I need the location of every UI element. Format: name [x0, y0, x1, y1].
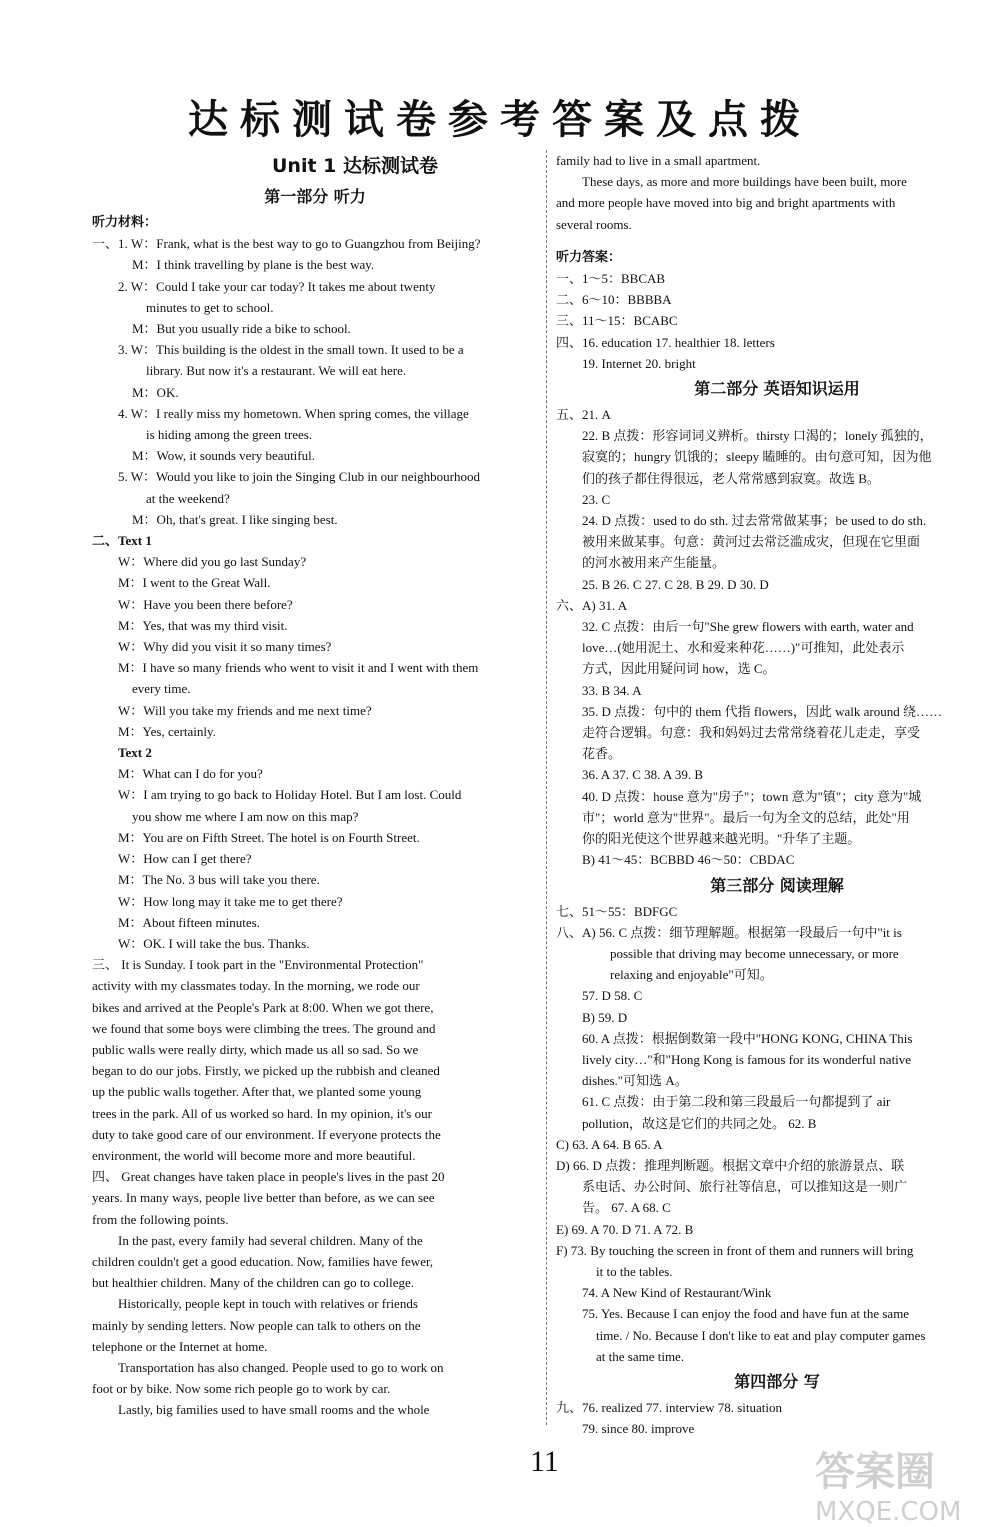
page-number: 11	[530, 1445, 559, 1478]
text-line: 一、1. W：Frank, what is the best way to go to Guangzhou from Beijing?	[92, 236, 481, 252]
text-line: 寂寞的；hungry 饥饿的；sleepy 瞌睡的。由句意可知，因为他	[582, 449, 932, 465]
text-line: children couldn't get a good education. Now, families have fewer,	[92, 1253, 434, 1269]
section-heading: 第二部分 英语知识运用	[694, 379, 860, 399]
text-line: 57. D 58. C	[582, 988, 643, 1004]
text-line: and more people have moved into big and bright apartments with	[556, 195, 896, 211]
text-line: M：But you usually ride a bike to school.	[132, 321, 351, 337]
text-line: years. In many ways, people live better than before, as we can see	[92, 1190, 435, 1206]
text-line: 61. C 点拨：由于第二段和第三段最后一句都提到了 air	[582, 1094, 891, 1110]
text-line: relaxing and enjoyable"可知。	[610, 967, 773, 983]
text-line: at the weekend?	[146, 490, 230, 506]
text-line: telephone or the Internet at home.	[92, 1338, 268, 1354]
text-line: M：Yes, certainly.	[118, 723, 216, 739]
text-line: W：How can I get there?	[118, 851, 252, 867]
text-line: 花香。	[582, 746, 622, 762]
text-line: M：About fifteen minutes.	[118, 914, 260, 930]
text-line: Text 2	[118, 745, 152, 761]
text-line: 四、16. education 17. healthier 18. letters	[556, 334, 775, 350]
text-line: 4. W：I really miss my hometown. When spring comes, the village	[118, 405, 469, 421]
text-line: 九、76. realized 77. interview 78. situation	[556, 1399, 783, 1415]
text-line: 系电话、办公时间、旅行社等信息，可以推知这是一则广	[582, 1179, 908, 1195]
text-line: M：Yes, that was my third visit.	[118, 617, 288, 633]
text-line: W：Why did you visit it so many times?	[118, 639, 332, 655]
text-line: duty to take good care of our environment. If everyone protects the	[92, 1126, 441, 1142]
text-line: 23. C	[582, 491, 611, 507]
section-heading: 第一部分 听力	[264, 187, 366, 206]
text-line: 35. D 点拨：句中的 them 代指 flowers，因此 walk around 绕……	[582, 703, 942, 719]
text-line: B) 41～45：BCBBD 46～50：CBDAC	[582, 852, 795, 868]
subheading: 听力材料：	[92, 215, 158, 230]
text-line: E) 69. A 70. D 71. A 72. B	[556, 1221, 694, 1237]
text-line: 你的阳光使这个世界越来越光明。"升华了主题。	[582, 831, 861, 847]
text-line: 2. W：Could I take your car today? It takes me about twenty	[118, 278, 436, 294]
text-line: 25. B 26. C 27. C 28. B 29. D 30. D	[582, 576, 769, 592]
text-line: Transportation has also changed. People used to go to work on	[118, 1359, 444, 1375]
text-line: 被用来做某事。句意：黄河过去常泛滥成灾，但现在它里面	[582, 534, 921, 550]
text-line: 六、A) 31. A	[556, 597, 628, 613]
text-line: public walls were really dirty, which made us all so sad. So we	[92, 1041, 419, 1057]
text-line: 七、51～55：BDFGC	[556, 903, 678, 919]
text-line: 二、Text 1	[92, 533, 152, 549]
text-line: M：I think travelling by plane is the best way.	[132, 257, 375, 273]
text-line: 22. B 点拨：形容词词义辨析。thirsty 口渴的；lonely 孤独的，	[582, 428, 933, 444]
text-line: 24. D 点拨：used to do sth. 过去常常做某事；be used to do sth.	[582, 513, 927, 529]
text-line: environment, the world will become more and more beautiful.	[92, 1147, 416, 1163]
text-line: but healthier children. Many of the children can go to college.	[92, 1275, 414, 1291]
section-heading: 第四部分 写	[734, 1371, 820, 1391]
text-line: C) 63. A 64. B 65. A	[556, 1136, 663, 1152]
watermark	[815, 1440, 1000, 1527]
text-line: 一、1～5：BBCAB	[556, 271, 666, 287]
text-line: 八、A) 56. C 点拨：细节理解题。根据第一段最后一句中"it is	[556, 924, 902, 940]
text-line: up the public walls together. After that, we planted some young	[92, 1084, 422, 1100]
watermark-logo: 答案圈	[815, 1449, 935, 1495]
text-line: B) 59. D	[582, 1009, 628, 1025]
text-line: dishes."可知选 A。	[582, 1073, 688, 1089]
text-line: W：Will you take my friends and me next time?	[118, 702, 372, 718]
page-title: 达标测试卷参考答案及点拨	[188, 97, 812, 143]
unit-heading: Unit 1 达标测试卷	[272, 155, 438, 177]
subheading: 听力答案：	[556, 249, 622, 265]
column-divider	[546, 150, 547, 1425]
text-line: M：You are on Fifth Street. The hotel is on Fourth Street.	[118, 829, 420, 845]
text-line: love…(她用泥土、水和爱来种花……)"可推知，此处表示	[582, 640, 905, 656]
text-line: M：Wow, it sounds very beautiful.	[132, 448, 315, 464]
text-line: mainly by sending letters. Now people can talk to others on the	[92, 1317, 421, 1333]
text-line: 5. W：Would you like to join the Singing Club in our neighbourhood	[118, 469, 480, 485]
text-line: activity with my classmates today. In the morning, we rode our	[92, 978, 420, 994]
text-line: 33. B 34. A	[582, 682, 642, 698]
text-line: 方式，因此用疑问词 how，选 C。	[582, 661, 776, 677]
text-line: M：OK.	[132, 384, 179, 400]
text-line: family had to live in a small apartment.	[556, 153, 761, 168]
text-line: These days, as more and more buildings have been built, more	[582, 174, 907, 190]
text-line: In the past, every family had several children. Many of the	[118, 1232, 423, 1248]
text-line: M：I went to the Great Wall.	[118, 575, 271, 591]
text-line: lively city…"和"Hong Kong is famous for its wonderful native	[582, 1051, 912, 1067]
text-line: 三、 It is Sunday. I took part in the "Environmental Protection"	[92, 957, 424, 973]
text-line: M：What can I do for you?	[118, 766, 263, 782]
text-line: Lastly, big families used to have small rooms and the whole	[118, 1402, 430, 1418]
text-line: 32. C 点拨：由后一句"She grew flowers with earth, water and	[582, 619, 914, 635]
text-line: W：Where did you go last Sunday?	[118, 554, 307, 570]
text-line: W：I am trying to go back to Holiday Hotel. But I am lost. Could	[118, 787, 462, 803]
right-column	[556, 150, 998, 1439]
watermark-url: MXQE.COM	[815, 1497, 962, 1527]
text-line: time. / No. Because I don't like to eat and play computer games	[596, 1327, 926, 1343]
text-line: trees in the park. All of us worked so hard. In my opinion, it's our	[92, 1105, 432, 1121]
text-line: 走符合逻辑。句意：我和妈妈过去常常绕着花儿走走，享受	[582, 725, 921, 741]
text-line: library. But now it's a restaurant. We will eat here.	[146, 363, 407, 379]
text-line: 二、6～10：BBBBA	[556, 292, 672, 308]
text-line: 告。 67. A 68. C	[582, 1200, 671, 1216]
text-line: 3. W：This building is the oldest in the small town. It used to be a	[118, 342, 464, 358]
text-line: at the same time.	[596, 1348, 685, 1364]
text-line: W：OK. I will take the bus. Thanks.	[118, 935, 310, 951]
text-line: foot or by bike. Now some rich people go to work by car.	[92, 1381, 391, 1397]
section-heading: 第三部分 阅读理解	[710, 875, 844, 895]
text-line: Historically, people kept in touch with relatives or friends	[118, 1296, 418, 1312]
text-line: 60. A 点拨：根据倒数第一段中"HONG KONG, CHINA This	[582, 1030, 913, 1046]
text-line: is hiding among the green trees.	[146, 427, 313, 443]
text-line: M：The No. 3 bus will take you there.	[118, 872, 320, 888]
text-line: it to the tables.	[596, 1263, 673, 1279]
text-line: every time.	[132, 681, 191, 697]
text-line: 40. D 点拨：house 意为"房子"；town 意为"镇"；city 意为"城	[582, 788, 922, 804]
text-line: from the following points.	[92, 1211, 229, 1227]
text-line: possible that driving may become unnecessary, or more	[610, 945, 899, 961]
text-line: 19. Internet 20. bright	[582, 355, 696, 371]
text-line: W：How long may it take me to get there?	[118, 893, 343, 909]
spacer	[556, 235, 998, 247]
text-line: pollution，故这是它们的共同之处。 62. B	[582, 1115, 817, 1131]
text-line: we found that some boys were climbing the trees. The ground and	[92, 1020, 436, 1036]
text-line: 四、 Great changes have taken place in people's lives in the past 20	[92, 1169, 445, 1185]
text-line: 75. Yes. Because I can enjoy the food and have fun at the same	[582, 1306, 910, 1322]
text-line: minutes to get to school.	[146, 299, 274, 315]
text-line: you show me where I am now on this map?	[132, 808, 359, 824]
text-line: W：Have you been there before?	[118, 596, 293, 612]
text-line: 五、21. A	[556, 407, 611, 423]
left-column	[92, 150, 538, 1421]
text-line: 市"；world 意为"世界"。最后一句为全文的总结，此处"用	[582, 809, 910, 825]
text-line: bikes and arrived at the People's Park at 8:00. When we got there,	[92, 999, 434, 1015]
text-line: F) 73. By touching the screen in front of them and runners will bring	[556, 1242, 914, 1258]
text-line: 74. A New Kind of Restaurant/Wink	[582, 1285, 772, 1301]
text-line: 的河水被用来产生能量。	[582, 555, 726, 571]
text-line: 们的孩子都住得很远，老人常常感到寂寞。故选 B。	[582, 470, 880, 486]
text-line: several rooms.	[556, 216, 632, 232]
text-line: 36. A 37. C 38. A 39. B	[582, 767, 703, 783]
text-line: 三、11～15：BCABC	[556, 313, 678, 329]
text-line: M：Oh, that's great. I like singing best.	[132, 511, 338, 527]
text-line: began to do our jobs. Firstly, we picked up the rubbish and cleaned	[92, 1063, 440, 1079]
text-line: D) 66. D 点拨：推理判断题。根据文章中介绍的旅游景点、联	[556, 1157, 905, 1173]
text-line: 79. since 80. improve	[582, 1421, 695, 1437]
text-line: M：I have so many friends who went to visit it and I went with them	[118, 660, 479, 676]
